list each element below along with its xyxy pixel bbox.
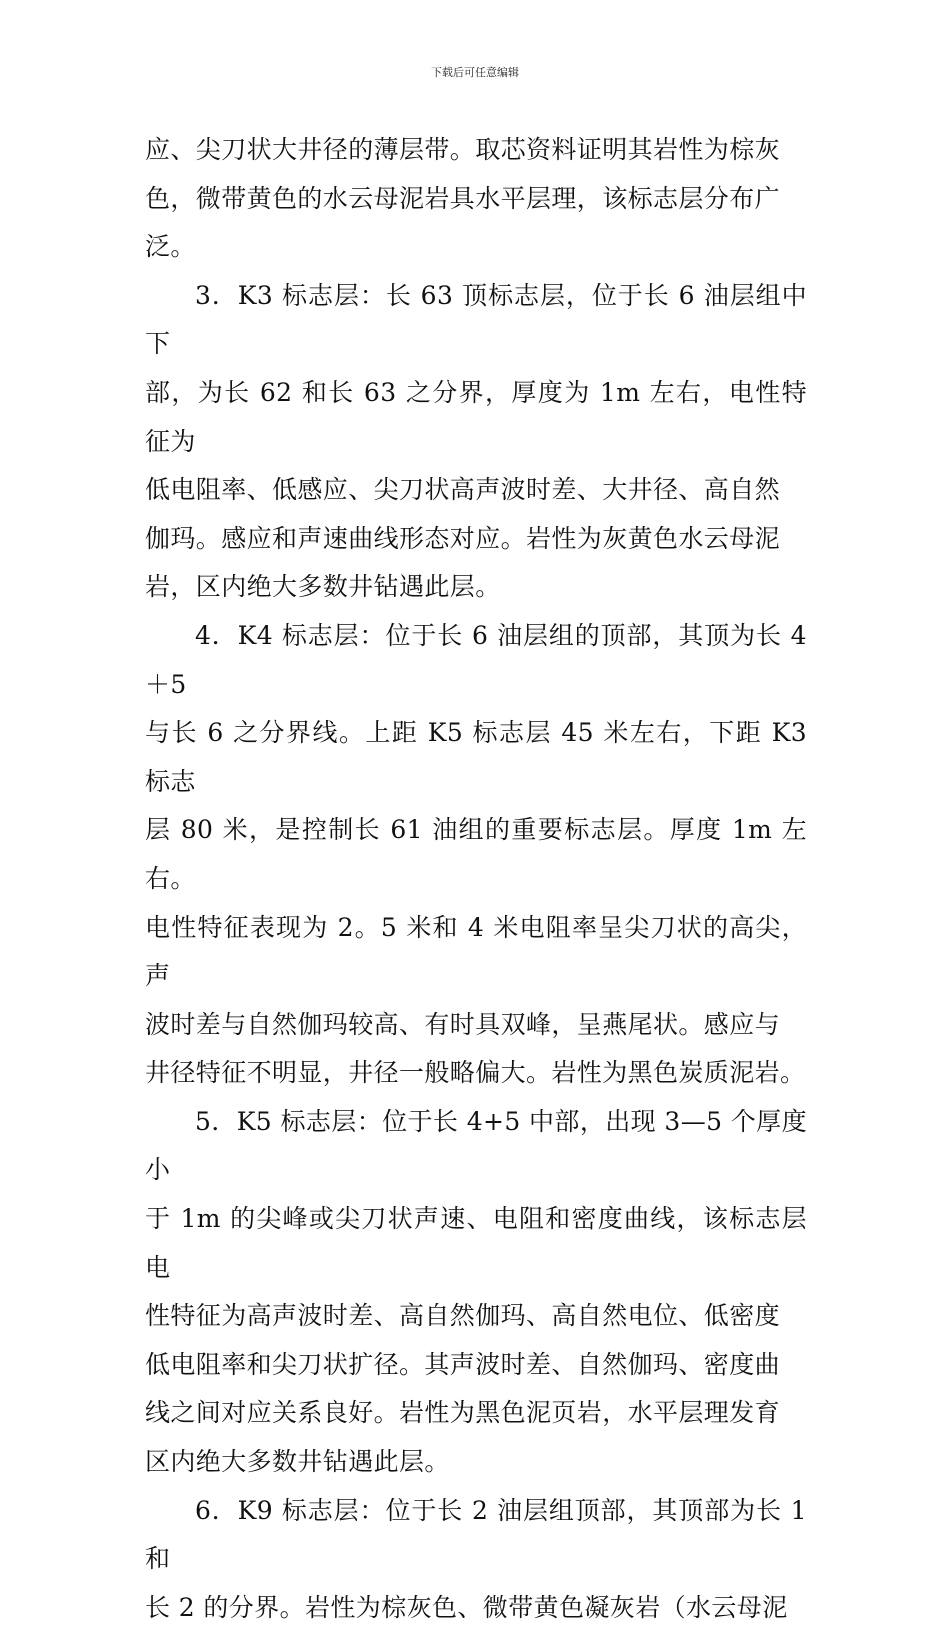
text-line: 低电阻率和尖刀状扩径。其声波时差、自然伽玛、密度曲 [145, 1349, 781, 1379]
text-line: 低电阻率、低感应、尖刀状高声波时差、大井径、高自然 [145, 475, 781, 505]
paragraph-k4-marker [145, 612, 816, 1098]
paragraph-k3-marker [145, 272, 807, 612]
text-line: 线之间对应关系良好。岩性为黑色泥页岩，水平层理发育 [145, 1398, 781, 1428]
document-body [145, 126, 816, 1632]
text-line: 于 1m 的尖峰或尖刀状声速、电阻和密度曲线，该标志层电 [145, 1204, 807, 1282]
text-line: 6．K9 标志层：位于长 2 油层组顶部，其顶部为长 1 和 [145, 1495, 816, 1574]
text-line: 性特征为高声波时差、高自然伽玛、高自然电位、低密度 [145, 1301, 781, 1331]
text-line: 波时差与自然伽玛较高、有时具双峰，呈燕尾状。感应与 [145, 1009, 781, 1039]
paragraph-k5-marker [145, 1098, 807, 1487]
text-line: 应、尖刀状大井径的薄层带。取芯资料证明其岩性为棕灰 [145, 135, 781, 164]
text-line: 岩，区内绝大多数井钻遇此层。 [145, 572, 501, 602]
text-line: 色，微带黄色的水云母泥岩具水平层理，该标志层分布广 [145, 183, 781, 213]
text-line: 区内绝大多数井钻遇此层。 [145, 1447, 450, 1477]
text-line: 5．K5 标志层：位于长 4+5 中部，出现 3—5 个厚度小 [145, 1106, 807, 1185]
paragraph-k9-marker [145, 1487, 816, 1632]
text-line: 4．K4 标志层：位于长 6 油层组的顶部，其顶为长 4＋5 [145, 620, 807, 699]
page-header: 下载后可任意编辑 [431, 66, 519, 79]
text-line: 泛。 [145, 232, 196, 262]
text-line: 电性特征表现为 2。5 米和 4 米电阻率呈尖刀状的高尖，声 [145, 912, 807, 991]
text-line: 部，为长 62 和长 63 之分界，厚度为 1m 左右，电性特征为 [145, 377, 807, 456]
text-line: 伽玛。感应和声速曲线形态对应。岩性为灰黄色水云母泥 [145, 523, 781, 553]
paragraph-continuation [145, 126, 807, 272]
text-line: 长 2 的分界。岩性为棕灰色、微带黄色凝灰岩（水云母泥 [145, 1592, 788, 1622]
text-line: 3．K3 标志层：长 63 顶标志层，位于长 6 油层组中下 [145, 280, 807, 359]
text-line: 层 80 米，是控制长 61 油组的重要标志层。厚度 1m 左右。 [145, 815, 807, 893]
text-line: 井径特征不明显，井径一般略偏大。岩性为黑色炭质泥岩。 [145, 1058, 806, 1088]
text-line: 与长 6 之分界线。上距 K5 标志层 45 米左右，下距 K3 标志 [145, 718, 816, 796]
